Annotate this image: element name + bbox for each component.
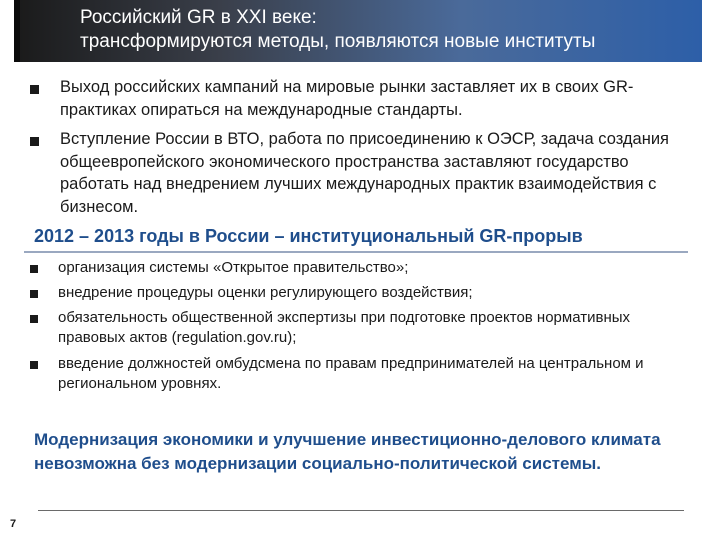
bullet-item [30, 128, 690, 218]
square-bullet-icon [30, 361, 38, 369]
list-item [30, 283, 690, 303]
square-bullet-icon [30, 137, 39, 146]
footer-divider [38, 510, 684, 511]
list-item [30, 354, 690, 394]
list-item [30, 258, 690, 278]
section-heading: 2012 – 2013 годы в России – институциональный GR-прорыв [34, 226, 583, 246]
conclusion-text: Модернизация экономики и улучшение инвестиционно-делового климата невозможна без модернизации социально-политической системы. [34, 430, 661, 473]
list-item-text: введение должностей омбудсмена по правам предпринимателей на центральном и региональном уровнях. [58, 355, 644, 392]
page-number: 7 [10, 518, 17, 530]
title-accent-strip [14, 0, 20, 62]
square-bullet-icon [30, 315, 38, 323]
section-divider [24, 251, 688, 253]
slide-title-line-2: трансформируются методы, появляются новые институты [80, 31, 596, 52]
square-bullet-icon [30, 85, 39, 94]
slide-title [80, 6, 700, 54]
square-bullet-icon [30, 265, 38, 273]
square-bullet-icon [30, 290, 38, 298]
bullet-text: Вступление России в ВТО, работа по присоединению к ОЭСР, задача создания общеевропейского экономического пространства заставляют государство работать над внедрением лучших международных практик взаимодействия с бизнесом. [60, 130, 669, 216]
list-item [30, 308, 690, 348]
bullet-item [30, 76, 690, 121]
bullet-text: Выход российских кампаний на мировые рынки заставляет их в своих GR-практиках опираться на международные стандарты. [60, 78, 634, 119]
list-item-text: обязательность общественной экспертизы при подготовке проектов нормативных правовых актов (regulation.gov.ru); [58, 309, 631, 346]
list-item-text: организация системы «Открытое правительство»; [58, 259, 409, 276]
list-item-text: внедрение процедуры оценки регулирующего воздействия; [58, 284, 473, 301]
slide-title-line-1: Российский GR в XXI веке: [80, 7, 317, 28]
title-bar [14, 0, 702, 62]
